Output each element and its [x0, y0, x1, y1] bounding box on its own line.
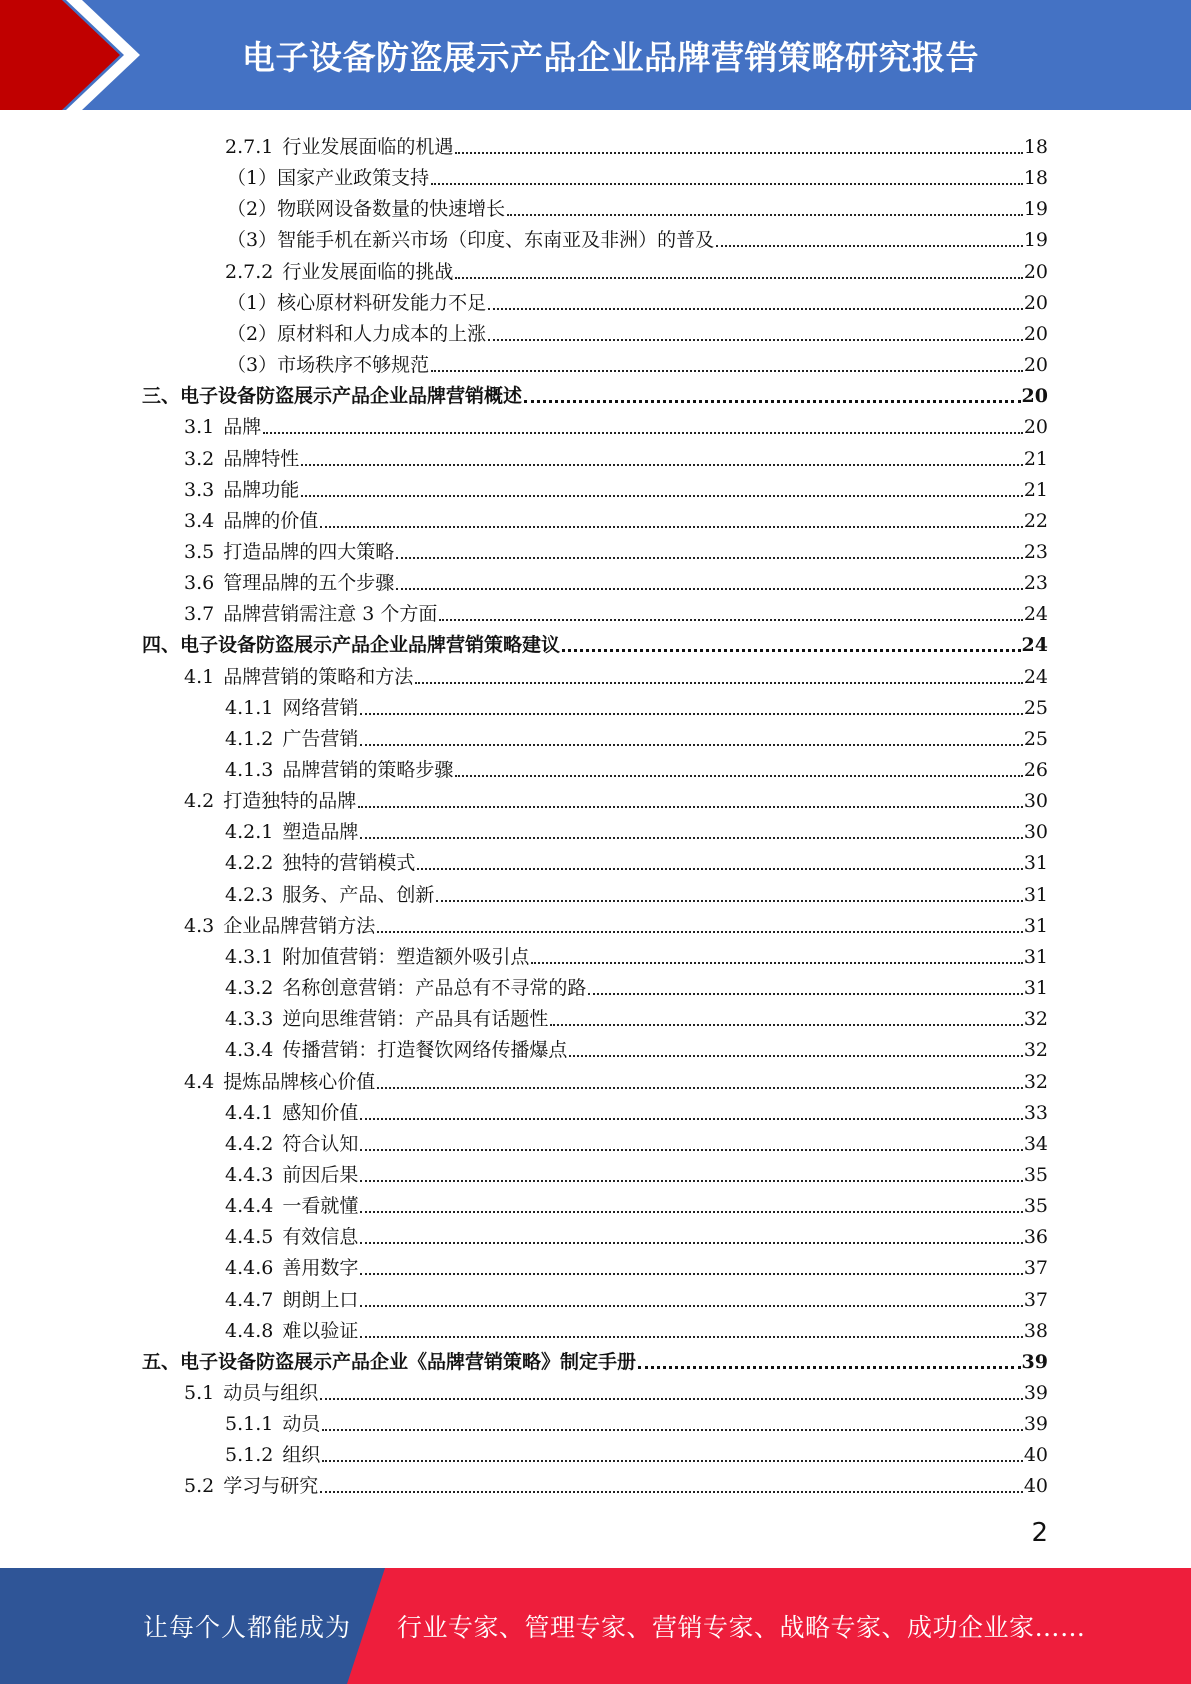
- toc-entry-title: 打造独特的品牌: [223, 790, 357, 813]
- toc-entry-title: 难以验证: [282, 1319, 359, 1342]
- toc-dot-leader: [360, 1301, 1022, 1307]
- toc-dot-leader: [396, 553, 1023, 559]
- toc-chapter-entry[interactable]: [142, 626, 1048, 657]
- toc-dot-leader: [360, 1207, 1022, 1213]
- toc-entry-title: （2）原材料和人力成本的上涨: [227, 322, 487, 345]
- page-number: 2: [1031, 1518, 1048, 1548]
- toc-entry-title: 品牌: [223, 416, 262, 439]
- toc-entry-number: 4.4: [184, 1070, 215, 1093]
- toc-dot-leader: [360, 833, 1022, 839]
- toc-entry-page: 23: [1023, 572, 1048, 595]
- toc-entry-number: 5.2: [184, 1475, 215, 1498]
- toc-entry-number: 4.4.4: [225, 1195, 274, 1218]
- toc-entry-page: 20: [1021, 385, 1048, 408]
- toc-dot-leader: [301, 491, 1023, 497]
- toc-dot-leader: [360, 1238, 1022, 1244]
- toc-dot-leader: [360, 1269, 1022, 1275]
- toc-entry-title: （2）物联网设备数量的快速增长: [227, 198, 506, 221]
- toc-entry-number: 3.3: [184, 478, 215, 501]
- toc-entry-number: 4.3.1: [225, 945, 274, 968]
- toc-entry[interactable]: [225, 720, 1048, 751]
- toc-entry-page: 25: [1023, 696, 1048, 719]
- toc-entry-number: 3.4: [184, 509, 215, 532]
- toc-dot-leader: [322, 1456, 1022, 1462]
- toc-entry[interactable]: [225, 1187, 1048, 1218]
- toc-entry[interactable]: [184, 658, 1048, 689]
- toc-entry-number: 2.7.2: [225, 260, 274, 283]
- toc-entry-title: 品牌的价值: [223, 509, 319, 532]
- toc-entry-title: 朗朗上口: [282, 1288, 359, 1311]
- toc-entry-title: 品牌营销需注意 3 个方面: [223, 603, 438, 626]
- toc-entry-title: 提炼品牌核心价值: [223, 1070, 376, 1093]
- toc-entry[interactable]: [225, 876, 1048, 907]
- toc-entry-title: 三、电子设备防盗展示产品企业品牌营销概述: [142, 385, 523, 408]
- toc-entry-title: 四、电子设备防盗展示产品企业品牌营销策略建议: [142, 634, 561, 657]
- toc-entry[interactable]: [225, 1405, 1048, 1436]
- toc-chapter-entry[interactable]: [142, 377, 1048, 408]
- toc-entry-number: 4.4.3: [225, 1163, 274, 1186]
- toc-entry-number: 3.1: [184, 416, 215, 439]
- toc-entry-number: 4.3.3: [225, 1008, 274, 1031]
- toc-entry[interactable]: [225, 1249, 1048, 1280]
- toc-entry[interactable]: [225, 1436, 1048, 1467]
- toc-entry-number: 3.6: [184, 572, 215, 595]
- toc-entry[interactable]: [227, 315, 1048, 346]
- toc-entry-page: 35: [1023, 1195, 1048, 1218]
- footer-slogan-left: 让每个人都能成为: [143, 1613, 352, 1642]
- toc-dot-leader: [320, 522, 1023, 528]
- toc-entry-page: 20: [1023, 260, 1048, 283]
- toc-entry-title: 附加值营销：塑造额外吸引点: [282, 945, 530, 968]
- toc-entry-title: 名称创意营销：产品总有不寻常的路: [282, 977, 587, 1000]
- toc-dot-leader: [396, 584, 1023, 590]
- toc-entry-page: 26: [1023, 759, 1048, 781]
- toc-entry[interactable]: [225, 938, 1048, 969]
- toc-dot-leader: [562, 645, 1021, 652]
- toc-entry-page: 38: [1023, 1319, 1048, 1342]
- toc-dot-leader: [360, 740, 1022, 746]
- toc-entry[interactable]: [225, 1218, 1048, 1249]
- toc-entry-title: 组织: [282, 1444, 321, 1467]
- toc-entry-number: 5.1: [184, 1382, 215, 1404]
- toc-entry[interactable]: [227, 190, 1048, 221]
- toc-entry[interactable]: [225, 1031, 1048, 1062]
- toc-dot-leader: [507, 210, 1023, 216]
- toc-entry-page: 20: [1023, 322, 1048, 345]
- toc-entry-page: 30: [1023, 821, 1048, 844]
- toc-entry-page: 18: [1023, 167, 1048, 190]
- toc-entry-number: 4.1.2: [225, 727, 274, 750]
- toc-entry[interactable]: [225, 1281, 1048, 1312]
- toc-dot-leader: [455, 148, 1022, 154]
- toc-entry-number: 4.2.1: [225, 821, 274, 844]
- toc-entry-title: 前因后果: [282, 1163, 359, 1186]
- toc-entry[interactable]: [227, 221, 1048, 252]
- toc-entry-title: （3）智能手机在新兴市场（印度、东南亚及非洲）的普及: [227, 229, 715, 252]
- toc-dot-leader: [415, 678, 1023, 684]
- toc-entry-number: 4.2.2: [225, 852, 274, 875]
- toc-entry-page: 24: [1023, 665, 1048, 688]
- toc-entry-page: 31: [1023, 914, 1048, 937]
- toc-entry-page: 32: [1023, 1039, 1048, 1062]
- toc-entry-title: 品牌营销的策略和方法: [223, 665, 414, 688]
- toc-entry-page: 22: [1023, 509, 1048, 532]
- toc-entry-title: 独特的营销模式: [282, 852, 416, 875]
- toc-entry[interactable]: [184, 907, 1048, 938]
- toc-dot-leader: [488, 304, 1023, 310]
- footer-slogan-right: 行业专家、管理专家、营销专家、战略专家、成功企业家……: [397, 1613, 1086, 1642]
- toc-entry-title: 品牌特性: [223, 447, 300, 470]
- toc-entry-page: 24: [1021, 634, 1048, 657]
- toc-entry-title: 感知价值: [282, 1101, 359, 1124]
- toc-entry[interactable]: [184, 440, 1048, 471]
- toc-entry[interactable]: [184, 564, 1048, 595]
- toc-entry-number: 4.4.1: [225, 1101, 274, 1124]
- toc-entry-title: 一看就懂: [282, 1195, 359, 1218]
- toc-dot-leader: [716, 241, 1023, 247]
- toc-entry-page: 19: [1023, 198, 1048, 221]
- toc-entry-number: 4.1: [184, 665, 215, 688]
- toc-entry[interactable]: [225, 1312, 1048, 1343]
- toc-entry-number: 4.4.8: [225, 1319, 274, 1342]
- toc-entry-title: 打造品牌的四大策略: [223, 540, 395, 563]
- toc-dot-leader: [301, 460, 1023, 466]
- toc-entry-number: 3.5: [184, 540, 215, 563]
- toc-entry-page: 31: [1023, 883, 1048, 906]
- toc-dot-leader: [524, 396, 1021, 403]
- toc-entry[interactable]: [225, 1094, 1048, 1125]
- toc-dot-leader: [358, 802, 1023, 808]
- toc-entry-page: 30: [1023, 790, 1048, 813]
- toc-entry-title: 动员: [282, 1413, 321, 1436]
- toc-entry-number: 4.2: [184, 790, 215, 813]
- toc-entry-number: 5.1.1: [225, 1413, 274, 1436]
- toc-dot-leader: [431, 366, 1023, 372]
- toc-dot-leader: [638, 1362, 1021, 1369]
- toc-dot-leader: [360, 1176, 1022, 1182]
- toc-entry-number: 4.1.1: [225, 696, 274, 719]
- toc-entry-page: 37: [1023, 1288, 1048, 1311]
- toc-entry-title: 塑造品牌: [282, 821, 359, 844]
- toc-entry-title: （1）国家产业政策支持: [227, 167, 430, 190]
- toc-entry[interactable]: [184, 502, 1048, 533]
- toc-entry[interactable]: [184, 1467, 1048, 1498]
- toc-chapter-entry[interactable]: [142, 1343, 1048, 1374]
- toc-entry[interactable]: [184, 1374, 1048, 1405]
- toc-entry-title: 品牌功能: [223, 478, 300, 501]
- toc-entry-title: （3）市场秩序不够规范: [227, 354, 430, 377]
- toc-entry[interactable]: [225, 689, 1048, 720]
- toc-entry-title: 善用数字: [282, 1257, 359, 1280]
- toc-entry[interactable]: [225, 253, 1048, 284]
- toc-entry-page: 25: [1023, 727, 1048, 750]
- toc-entry[interactable]: [227, 284, 1048, 315]
- toc-entry[interactable]: [225, 128, 1048, 159]
- toc-entry-page: 39: [1021, 1350, 1048, 1373]
- toc-dot-leader: [436, 896, 1022, 902]
- toc-entry-page: 40: [1023, 1444, 1048, 1467]
- toc-entry-title: 动员与组织: [223, 1382, 319, 1404]
- toc-entry-title: 行业发展面临的挑战: [282, 260, 454, 283]
- toc-entry-page: 20: [1023, 354, 1048, 377]
- toc-entry[interactable]: [184, 1063, 1048, 1094]
- toc-entry-number: 4.3.4: [225, 1039, 274, 1062]
- toc-entry-page: 34: [1023, 1132, 1048, 1155]
- toc-dot-leader: [588, 989, 1022, 995]
- toc-entry-page: 31: [1023, 852, 1048, 875]
- toc-entry[interactable]: [227, 346, 1048, 377]
- toc-entry-number: 4.4.6: [225, 1257, 274, 1280]
- toc-entry-number: 4.4.7: [225, 1288, 274, 1311]
- toc-entry-title: 管理品牌的五个步骤: [223, 572, 395, 595]
- toc-dot-leader: [531, 958, 1022, 964]
- toc-entry-number: 3.2: [184, 447, 215, 470]
- toc-dot-leader: [569, 1051, 1022, 1057]
- toc-dot-leader: [360, 1145, 1022, 1151]
- toc-entry[interactable]: [184, 408, 1048, 439]
- toc-entry-page: 21: [1023, 478, 1048, 501]
- toc-dot-leader: [377, 927, 1023, 933]
- page-footer: [0, 1568, 1191, 1684]
- toc-entry-title: 网络营销: [282, 696, 359, 719]
- toc-dot-leader: [322, 1425, 1022, 1431]
- toc-entry-number: 4.2.3: [225, 883, 274, 906]
- toc-entry[interactable]: [184, 533, 1048, 564]
- toc-entry-number: 4.1.3: [225, 759, 274, 781]
- toc-entry-page: 37: [1023, 1257, 1048, 1280]
- toc-entry-page: 40: [1023, 1475, 1048, 1498]
- toc-entry[interactable]: [225, 969, 1048, 1000]
- toc-entry-number: 4.4.5: [225, 1226, 274, 1249]
- toc-dot-leader: [320, 1394, 1023, 1400]
- toc-entry-page: 36: [1023, 1226, 1048, 1249]
- toc-entry[interactable]: [225, 813, 1048, 844]
- toc-entry-number: 4.4.2: [225, 1132, 274, 1155]
- toc-entry-page: 33: [1023, 1101, 1048, 1124]
- toc-entry-title: 逆向思维营销：产品具有话题性: [282, 1008, 549, 1031]
- toc-entry[interactable]: [184, 782, 1048, 813]
- toc-dot-leader: [417, 864, 1022, 870]
- toc-entry-title: 五、电子设备防盗展示产品企业《品牌营销策略》制定手册: [142, 1350, 637, 1373]
- toc-entry-page: 39: [1023, 1413, 1048, 1436]
- toc-entry-page: 31: [1023, 945, 1048, 968]
- toc-dot-leader: [488, 335, 1023, 341]
- toc-entry-page: 31: [1023, 977, 1048, 1000]
- toc-entry-page: 32: [1023, 1008, 1048, 1031]
- toc-entry-page: 19: [1023, 229, 1048, 252]
- toc-entry-page: 21: [1023, 447, 1048, 470]
- toc-dot-leader: [263, 428, 1023, 434]
- toc-entry-title: 行业发展面临的机遇: [282, 136, 454, 158]
- toc-entry[interactable]: [184, 471, 1048, 502]
- toc-entry-title: （1）核心原材料研发能力不足: [227, 291, 487, 314]
- toc-dot-leader: [439, 615, 1022, 621]
- toc-entry-title: 企业品牌营销方法: [223, 914, 376, 937]
- toc-entry-page: 32: [1023, 1070, 1048, 1093]
- page-header: [0, 0, 1191, 110]
- toc-entry[interactable]: [225, 1125, 1048, 1156]
- toc-dot-leader: [455, 771, 1022, 777]
- toc-entry-page: 18: [1023, 136, 1048, 158]
- toc-dot-leader: [377, 1083, 1023, 1089]
- toc-entry-title: 传播营销：打造餐饮网络传播爆点: [282, 1039, 568, 1062]
- toc-entry[interactable]: [227, 159, 1048, 190]
- toc-entry[interactable]: [225, 1000, 1048, 1031]
- toc-entry-title: 服务、产品、创新: [282, 883, 435, 906]
- toc-entry-page: 39: [1023, 1382, 1048, 1404]
- toc-dot-leader: [550, 1020, 1022, 1026]
- toc-entry-number: 4.3.2: [225, 977, 274, 1000]
- toc-dot-leader: [360, 1332, 1022, 1338]
- toc-entry-page: 20: [1023, 416, 1048, 439]
- toc-dot-leader: [320, 1487, 1023, 1493]
- document-title: 电子设备防盗展示产品企业品牌营销策略研究报告: [242, 37, 979, 77]
- toc-entry-page: 20: [1023, 291, 1048, 314]
- toc-entry-number: 3.7: [184, 603, 215, 626]
- toc-entry-number: 5.1.2: [225, 1444, 274, 1467]
- toc-dot-leader: [360, 1114, 1022, 1120]
- toc-dot-leader: [360, 709, 1022, 715]
- toc-entry-title: 品牌营销的策略步骤: [282, 759, 454, 781]
- toc-entry-page: 23: [1023, 540, 1048, 563]
- toc-entry[interactable]: [225, 751, 1048, 782]
- toc-entry-number: 2.7.1: [225, 136, 274, 158]
- toc-dot-leader: [455, 273, 1022, 279]
- toc-entry[interactable]: [184, 595, 1048, 626]
- toc-entry-title: 学习与研究: [223, 1475, 319, 1498]
- toc-entry[interactable]: [225, 1156, 1048, 1187]
- toc-entry-title: 符合认知: [282, 1132, 359, 1155]
- toc-entry-title: 广告营销: [282, 727, 359, 750]
- toc-entry-page: 35: [1023, 1163, 1048, 1186]
- toc-entry-title: 有效信息: [282, 1226, 359, 1249]
- toc-entry-number: 4.3: [184, 914, 215, 937]
- toc-dot-leader: [431, 179, 1023, 185]
- toc-entry-page: 24: [1023, 603, 1048, 626]
- toc-entry[interactable]: [225, 844, 1048, 875]
